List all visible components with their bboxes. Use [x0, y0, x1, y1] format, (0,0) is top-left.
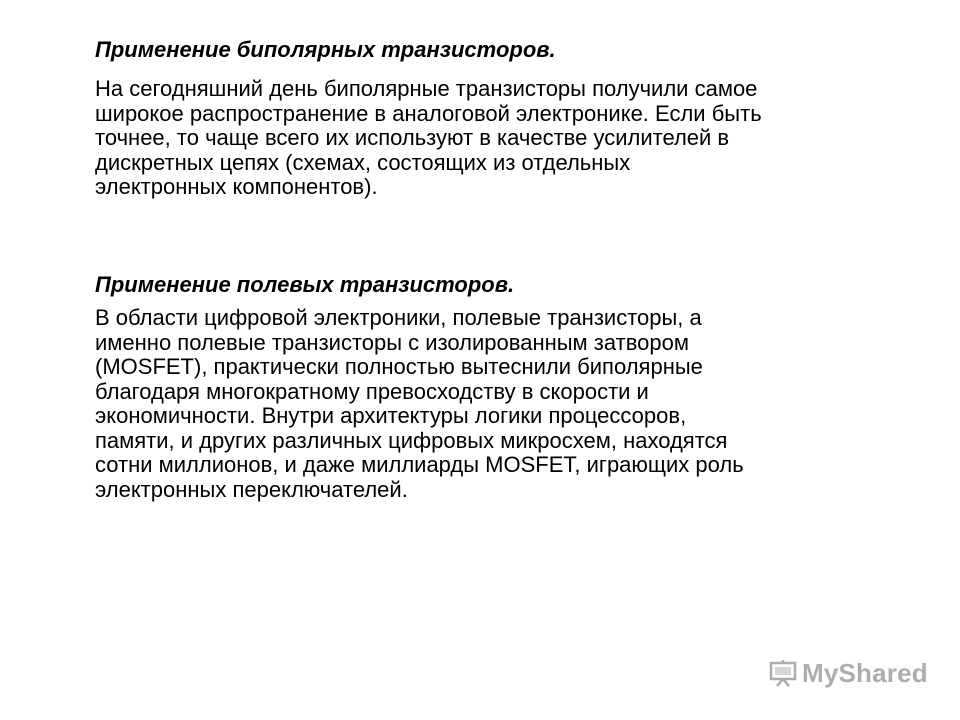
field-effect-line: электронных переключателей.	[95, 476, 408, 502]
watermark-text: MyShared	[802, 657, 928, 688]
field-effect-line: именно полевые транзисторы с изолированным затвором	[95, 329, 689, 355]
bipolar-line: точнее, то чаще всего их используют в качестве усилителей в	[95, 125, 730, 150]
field-effect-line: благодаря многократному превосходству в скорости и	[95, 378, 649, 404]
bipolar-paragraph	[95, 77, 925, 200]
myshared-watermark	[768, 656, 928, 690]
field-effect-line: В области цифровой электроники, полевые транзисторы, а	[95, 305, 702, 330]
field-effect-line: экономичности. Внутри архитектуры логики процессоров,	[95, 403, 687, 428]
presentation-board-icon	[768, 658, 798, 688]
bipolar-line: широкое распространение в аналоговой электронике. Если быть	[95, 100, 762, 126]
bipolar-line: дискретных цепях (схемах, состоящих из отдельных	[95, 149, 631, 175]
field-effect-line: памяти, и других различных цифровых микросхем, находятся	[95, 427, 728, 453]
field-effect-line: сотни миллионов, и даже миллиарды MOSFET, играющих роль	[95, 452, 744, 477]
bipolar-line: На сегодняшний день биполярные транзисторы получили самое	[95, 76, 758, 101]
bipolar-heading: Применение биполярных транзисторов.	[95, 37, 556, 62]
field-effect-paragraph	[95, 306, 925, 502]
field-effect-line: (MOSFET), практически полностью вытеснили биполярные	[95, 354, 703, 379]
field-effect-heading: Применение полевых транзисторов.	[95, 272, 515, 297]
bipolar-line: электронных компонентов).	[95, 174, 378, 199]
